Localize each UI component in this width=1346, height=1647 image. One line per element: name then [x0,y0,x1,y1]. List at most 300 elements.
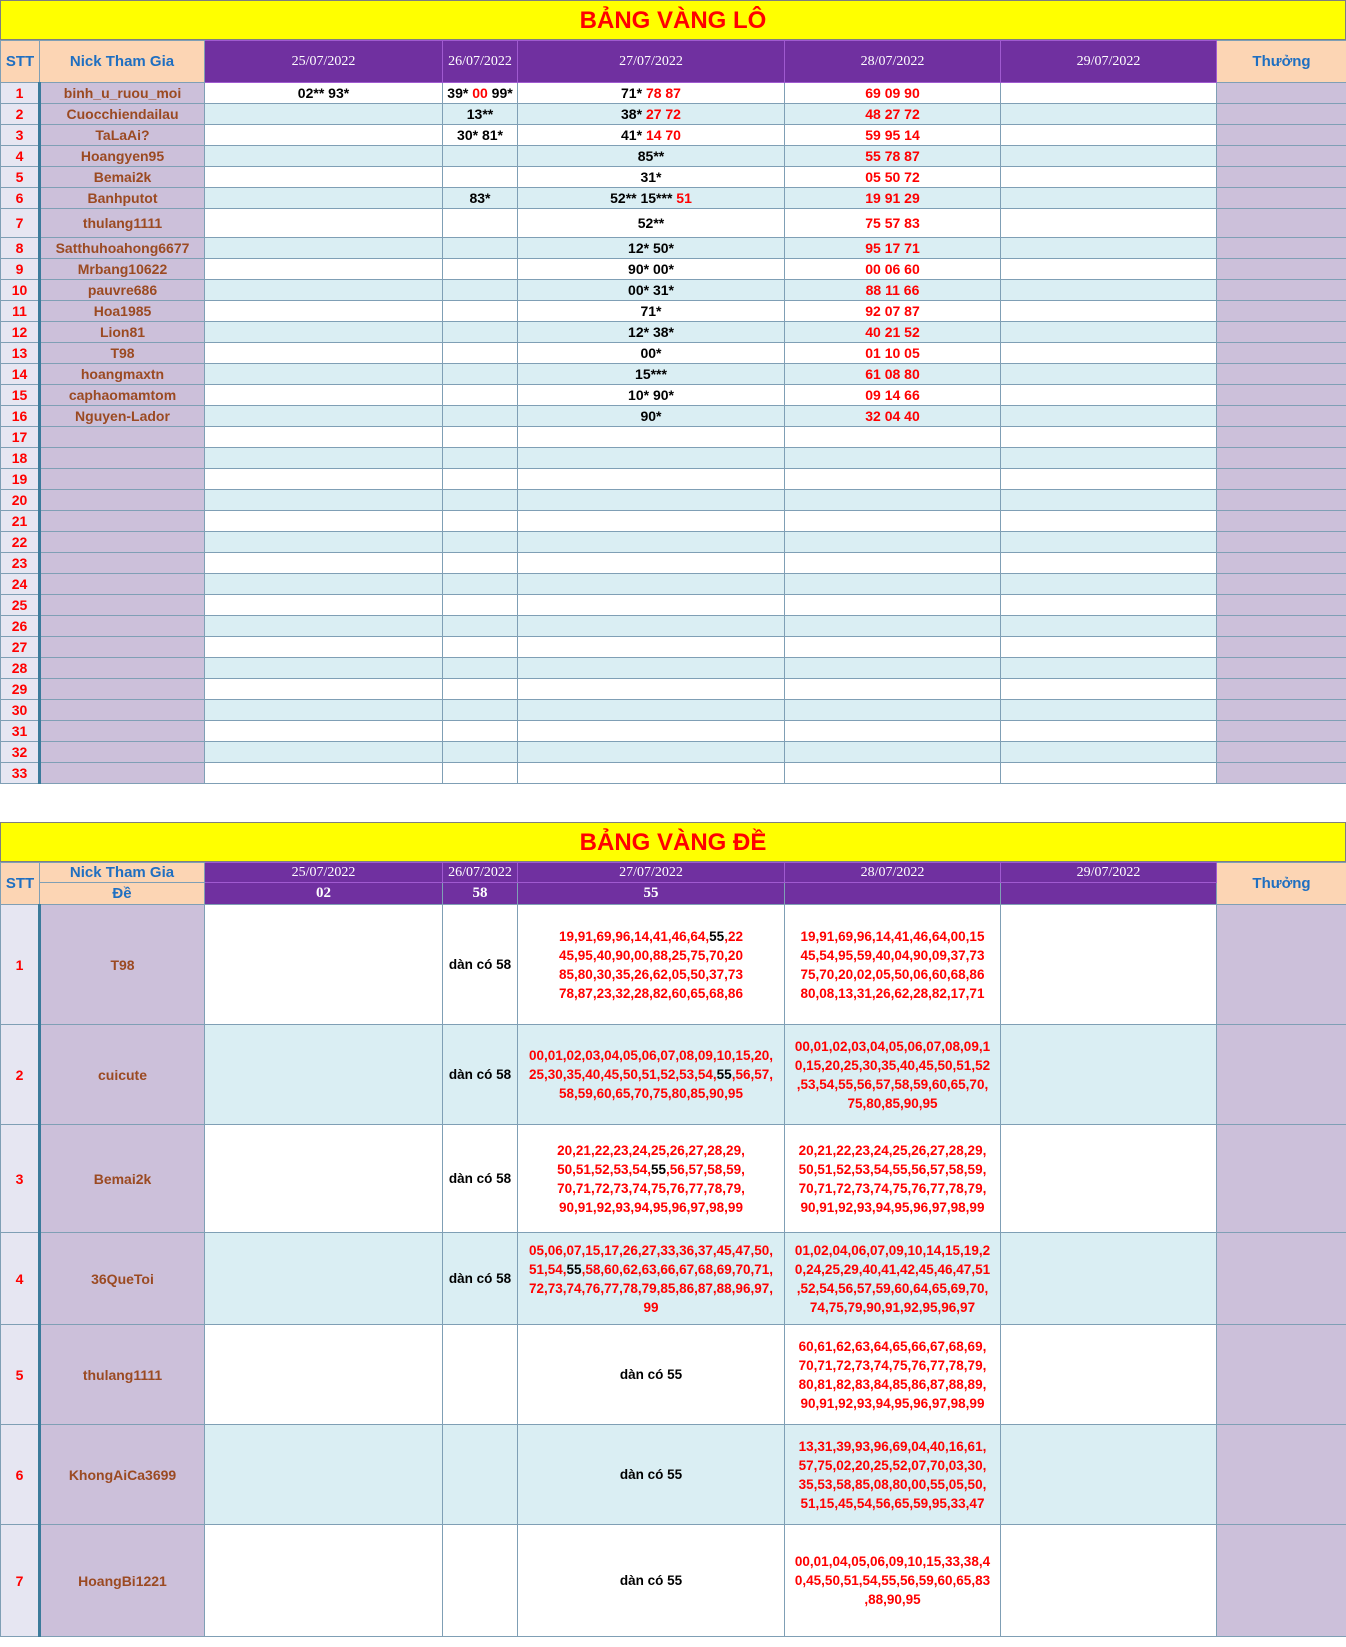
pick-number: dàn có 58 [448,957,512,972]
stt-cell: 1 [1,83,40,104]
pick-number: 85** [637,148,665,164]
pick-cell [443,679,518,700]
thuong-cell [1217,637,1346,658]
pick-text [443,106,517,122]
de-row [1,905,1346,1025]
lo-row [1,553,1346,574]
pick-cell [205,595,443,616]
stt-cell: 32 [1,742,40,763]
pick-cell [205,905,443,1025]
stt-cell: 17 [1,427,40,448]
pick-cell [443,490,518,511]
pick-cell [785,658,1001,679]
pick-cell [785,1325,1001,1425]
pick-cell [518,343,785,364]
pick-cell [1001,343,1217,364]
pick-cell [1001,1125,1217,1233]
thuong-cell [1217,574,1346,595]
de-table [0,862,1346,1637]
pick-cell [518,83,785,104]
nick-cell [40,616,205,637]
pick-text [443,1269,517,1288]
pick-cell [1001,167,1217,188]
nick-cell [40,490,205,511]
pick-cell [205,721,443,742]
pick-number: 52** 15*** [610,190,677,206]
pick-number: 71* [621,85,646,101]
stt-cell: 20 [1,490,40,511]
pick-cell [518,1125,785,1233]
pick-number: 52** [637,215,665,231]
lo-row [1,188,1346,209]
stt-cell: 3 [1,125,40,146]
pick-cell [1001,658,1217,679]
pick-cell [518,595,785,616]
lo-row [1,595,1346,616]
pick-number: 12* 50* [628,240,674,256]
stt-cell: 6 [1,1425,40,1525]
stt-cell: 25 [1,595,40,616]
pick-cell [205,448,443,469]
pick-cell [205,322,443,343]
pick-cell [785,490,1001,511]
lo-row [1,763,1346,784]
pick-text [518,85,784,101]
pick-number-red: 00 [472,85,488,101]
pick-number-red: 19,91,69,96,14,41,46,64,00,15 45,54,95,59,40,04,90,09,37,73 75,70,20,02,05,50,06,60,68,86 80,08,13,31,26,62,28,82,17,71 [800,928,985,1001]
pick-cell [785,301,1001,322]
pick-cell [443,104,518,125]
nick-cell [40,721,205,742]
pick-text [443,1065,517,1084]
pick-cell [1001,1233,1217,1325]
lo-row [1,511,1346,532]
pick-number-red: 48 27 72 [865,106,920,122]
pick-cell [518,104,785,125]
pick-cell [205,742,443,763]
pick-cell [785,616,1001,637]
pick-text [785,148,1000,164]
pick-text [785,927,1000,1003]
thuong-cell [1217,448,1346,469]
pick-number-red: 05 50 72 [865,169,920,185]
thuong-cell [1217,188,1346,209]
pick-number-red: 01,02,04,06,07,09,10,14,15,19,2 0,24,25,29,40,41,42,45,46,47,51 ,52,54,56,57,59,60,64,65,69,70, 74,75,79,90,91,92,95,96,97 [794,1242,991,1315]
thuong-cell [1217,553,1346,574]
lo-title: BẢNG VÀNG LÔ [0,0,1346,40]
pick-cell [518,658,785,679]
nick-cell: Hoa1985 [40,301,205,322]
thuong-cell [1217,301,1346,322]
lo-row [1,742,1346,763]
pick-cell [205,1325,443,1425]
pick-cell [518,574,785,595]
nick-cell: Bemai2k [40,1125,205,1233]
de-header-date: 28/07/2022 [785,863,1001,883]
pick-number: dàn có 55 [619,1573,683,1588]
thuong-cell [1217,469,1346,490]
pick-cell [205,83,443,104]
pick-cell [785,259,1001,280]
de-result [1001,883,1217,905]
nick-cell: thulang1111 [40,1325,205,1425]
lo-header-nick: Nick Tham Gia [40,41,205,83]
thuong-cell [1217,1425,1346,1525]
pick-cell [1001,595,1217,616]
pick-cell [518,146,785,167]
stt-cell: 13 [1,343,40,364]
pick-text [785,240,1000,256]
pick-number-red: 09 14 66 [865,387,920,403]
pick-cell [205,1425,443,1525]
de-header-nick: Nick Tham Gia [40,863,205,883]
pick-number-red: 00,01,04,05,06,09,10,15,33,38,4 0,45,50,51,54,55,56,59,60,65,83 ,88,90,95 [794,1554,991,1607]
thuong-cell [1217,679,1346,700]
lo-row [1,658,1346,679]
nick-cell [40,574,205,595]
pick-cell [785,280,1001,301]
pick-cell [443,658,518,679]
pick-cell [518,1025,785,1125]
pick-number: 83* [469,190,491,206]
pick-cell [1001,406,1217,427]
nick-cell [40,700,205,721]
pick-cell [205,1233,443,1325]
pick-cell [785,188,1001,209]
thuong-cell [1217,280,1346,301]
thuong-cell [1217,406,1346,427]
pick-cell [443,209,518,238]
stt-cell: 14 [1,364,40,385]
de-header-date: 25/07/2022 [205,863,443,883]
stt-cell: 16 [1,406,40,427]
pick-number-red: 19,91,69,96,14,41,46,64, [559,928,710,944]
pick-cell [205,104,443,125]
pick-number-red: 61 08 80 [865,366,920,382]
pick-cell [443,1025,518,1125]
pick-cell [1001,146,1217,167]
pick-number: dàn có 58 [448,1271,512,1286]
pick-cell [1001,637,1217,658]
lo-header-date: 26/07/2022 [443,41,518,83]
de-result [785,883,1001,905]
pick-cell [205,188,443,209]
pick-cell [518,280,785,301]
pick-number-red: 59 95 14 [865,127,920,143]
pick-cell [1001,616,1217,637]
pick-text [518,215,784,231]
pick-cell [1001,385,1217,406]
pick-cell [1001,700,1217,721]
pick-number-red: 20,21,22,23,24,25,26,27,28,29, 50,51,52,53,54,55,56,57,58,59, 70,71,72,73,74,75,76,77,78,79, 90,91,92,93,94,95,96,97,98,99 [798,1142,987,1215]
pick-cell [1001,448,1217,469]
lo-row [1,532,1346,553]
lo-header-date: 27/07/2022 [518,41,785,83]
pick-text [785,282,1000,298]
de-header-row [1,863,1346,883]
lo-row [1,490,1346,511]
stt-cell: 15 [1,385,40,406]
pick-text [518,261,784,277]
pick-cell [443,595,518,616]
de-header-stt: STT [1,863,40,905]
pick-cell [205,427,443,448]
pick-cell [205,553,443,574]
pick-cell [205,700,443,721]
nick-cell [40,511,205,532]
pick-cell [1001,1425,1217,1525]
pick-number: 71* [640,303,662,319]
pick-number-red: 00,01,02,03,04,05,06,07,08,09,10,15,20, 25,30,35,40,45,50,51,52,53,54, [529,1048,773,1082]
nick-cell: Banhputot [40,188,205,209]
pick-cell [1001,1525,1217,1637]
pick-cell [443,469,518,490]
stt-cell: 6 [1,188,40,209]
lo-table [0,40,1346,784]
pick-text [518,106,784,122]
lo-row [1,364,1346,385]
pick-number: 99* [487,85,513,101]
stt-cell: 4 [1,1233,40,1325]
pick-cell [1001,763,1217,784]
lo-row [1,427,1346,448]
stt-cell: 26 [1,616,40,637]
de-header-date: 26/07/2022 [443,863,518,883]
pick-cell [205,1025,443,1125]
pick-cell [785,238,1001,259]
lo-row [1,616,1346,637]
pick-text [785,1552,1000,1609]
thuong-cell [1217,511,1346,532]
stt-cell: 22 [1,532,40,553]
pick-cell [1001,679,1217,700]
pick-cell [443,301,518,322]
pick-cell [1001,125,1217,146]
pick-cell [205,125,443,146]
stt-cell: 5 [1,1325,40,1425]
pick-text [785,190,1000,206]
de-result: 55 [518,883,785,905]
de-header-date: 27/07/2022 [518,863,785,883]
nick-cell: Cuocchiendailau [40,104,205,125]
pick-cell [518,322,785,343]
de-header-de: Đề [40,883,205,905]
pick-text [785,1241,1000,1317]
pick-cell [443,532,518,553]
lo-row [1,167,1346,188]
pick-text [785,1437,1000,1513]
thuong-cell [1217,1325,1346,1425]
pick-cell [1001,301,1217,322]
lo-row [1,448,1346,469]
stt-cell: 29 [1,679,40,700]
pick-text [785,85,1000,101]
thuong-cell [1217,1025,1346,1125]
lo-row [1,679,1346,700]
thuong-cell [1217,742,1346,763]
pick-number-red: 78 87 [645,85,681,101]
pick-cell [443,574,518,595]
pick-cell [785,146,1001,167]
pick-text [518,240,784,256]
nick-cell: Hoangyen95 [40,146,205,167]
lo-header-thuong: Thưởng [1217,41,1346,83]
thuong-cell [1217,763,1346,784]
pick-cell [443,637,518,658]
pick-text [518,387,784,403]
nick-cell: pauvre686 [40,280,205,301]
pick-cell [785,448,1001,469]
de-row [1,1325,1346,1425]
pick-cell [518,209,785,238]
thuong-cell [1217,532,1346,553]
lo-row [1,574,1346,595]
pick-number-red: 92 07 87 [865,303,920,319]
pick-number: 13** [466,106,494,122]
pick-cell [518,490,785,511]
thuong-cell [1217,238,1346,259]
pick-number-red: ,56,57, 58,59,60,65,70,75,80,85,90,95 [559,1067,773,1101]
pick-cell [785,553,1001,574]
pick-cell [518,553,785,574]
pick-cell [443,238,518,259]
pick-number-red: 13,31,39,93,96,69,04,40,16,61, 57,75,02,20,25,52,07,70,03,30, 35,53,58,85,08,80,00,55,05,50, 51,15,45,54,56,65,59,95,33,47 [798,1438,987,1511]
pick-text [785,408,1000,424]
pick-number: 39* [447,85,473,101]
pick-cell [443,385,518,406]
pick-number: 90* 00* [628,261,674,277]
pick-cell [518,301,785,322]
pick-cell [205,616,443,637]
pick-number: 00* 31* [628,282,674,298]
nick-cell [40,595,205,616]
pick-cell [518,721,785,742]
lo-row [1,146,1346,167]
pick-number: 55 [709,928,725,944]
pick-number: 55 [566,1261,582,1277]
pick-text [785,324,1000,340]
nick-cell: TaLaAi? [40,125,205,146]
pick-cell [205,209,443,238]
pick-number-red: 60,61,62,63,64,65,66,67,68,69, 70,71,72,73,74,75,76,77,78,79, 80,81,82,83,84,85,86,87,88,89, 90,91,92,93,94,95,96,97,98,99 [798,1338,987,1411]
nick-cell: Bemai2k [40,167,205,188]
thuong-cell [1217,490,1346,511]
pick-cell [205,574,443,595]
pick-cell [785,763,1001,784]
de-result: 02 [205,883,443,905]
stt-cell: 24 [1,574,40,595]
pick-cell [1001,364,1217,385]
pick-number: dàn có 58 [448,1067,512,1082]
pick-text [785,1141,1000,1217]
pick-cell [518,616,785,637]
pick-number-red: 55 78 87 [865,148,920,164]
pick-cell [518,469,785,490]
thuong-cell [1217,658,1346,679]
pick-cell [785,700,1001,721]
pick-number: 12* 38* [628,324,674,340]
nick-cell [40,637,205,658]
pick-cell [1001,188,1217,209]
lo-header-date: 29/07/2022 [1001,41,1217,83]
lo-row [1,259,1346,280]
pick-cell [1001,259,1217,280]
pick-cell [205,490,443,511]
pick-cell [443,1125,518,1233]
pick-text [518,408,784,424]
lo-row [1,721,1346,742]
thuong-cell [1217,125,1346,146]
lo-header-date: 28/07/2022 [785,41,1001,83]
thuong-cell [1217,616,1346,637]
pick-cell [443,763,518,784]
pick-cell [785,679,1001,700]
pick-number: dàn có 55 [619,1467,683,1482]
pick-text [518,345,784,361]
pick-cell [518,1233,785,1325]
pick-number: 30* 81* [457,127,503,143]
pick-number-red: 32 04 40 [865,408,920,424]
pick-text [518,1365,784,1384]
nick-cell: T98 [40,343,205,364]
stt-cell: 2 [1,1025,40,1125]
pick-cell [518,511,785,532]
pick-text [518,190,784,206]
pick-text [785,1337,1000,1413]
pick-cell [205,1525,443,1637]
pick-cell [205,469,443,490]
pick-text [785,303,1000,319]
pick-text [443,190,517,206]
pick-cell [518,364,785,385]
pick-cell [1001,532,1217,553]
pick-cell [518,238,785,259]
stt-cell: 9 [1,259,40,280]
pick-text [443,127,517,143]
pick-number-red: 95 17 71 [865,240,920,256]
lo-row [1,209,1346,238]
pick-cell [205,679,443,700]
pick-cell [443,280,518,301]
thuong-cell [1217,1233,1346,1325]
pick-cell [1001,574,1217,595]
nick-cell: Satthuhoahong6677 [40,238,205,259]
lo-header-date: 25/07/2022 [205,41,443,83]
pick-text [518,303,784,319]
nick-cell: KhongAiCa3699 [40,1425,205,1525]
lo-row [1,280,1346,301]
nick-cell [40,679,205,700]
pick-cell [785,721,1001,742]
pick-number: 41* [621,127,646,143]
nick-cell: hoangmaxtn [40,364,205,385]
pick-text [518,1571,784,1590]
thuong-cell [1217,364,1346,385]
pick-cell [785,125,1001,146]
pick-cell [443,125,518,146]
pick-cell [785,1125,1001,1233]
pick-cell [518,679,785,700]
pick-cell [518,742,785,763]
nick-cell [40,469,205,490]
pick-cell [443,700,518,721]
stt-cell: 2 [1,104,40,125]
pick-cell [443,742,518,763]
pick-text [785,169,1000,185]
lo-header-stt: STT [1,41,40,83]
thuong-cell [1217,1125,1346,1233]
pick-cell [443,167,518,188]
